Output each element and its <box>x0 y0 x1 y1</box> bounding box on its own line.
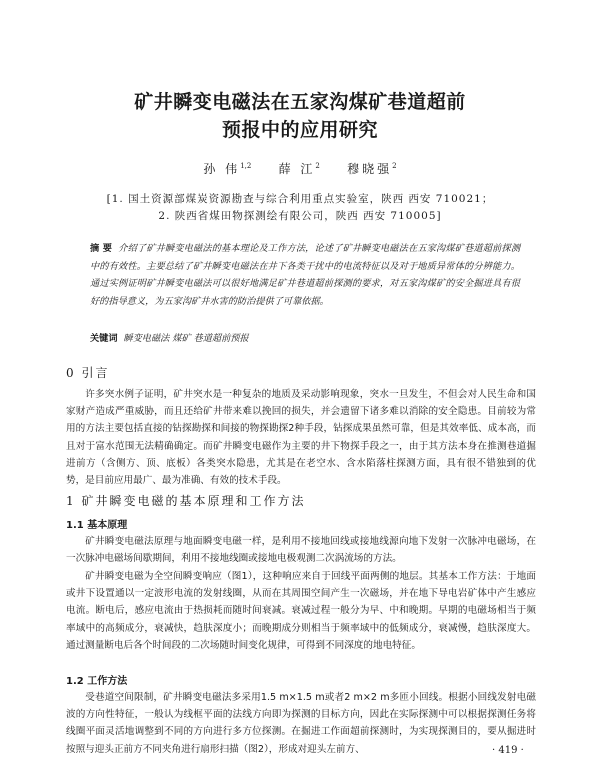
abstract-block <box>90 240 520 310</box>
paper-title-line1: 矿井瞬变电磁法在五家沟煤矿巷道超前 <box>134 91 466 113</box>
keywords-block <box>90 330 520 344</box>
affiliation-line2: 2. 陕西省煤田物探测绘有限公司，陕西 西安 710005] <box>158 210 442 222</box>
keywords-label: 关键词 <box>90 333 118 344</box>
section-heading-intro: 0 引言 <box>66 366 110 380</box>
author-name: 穆晓强 <box>347 162 393 176</box>
author-list <box>0 160 600 177</box>
author-name: 孙 伟 <box>203 162 241 176</box>
page-number: · 419 · <box>492 745 524 756</box>
subsection-heading-work-method: 1.2 工作方法 <box>66 676 128 687</box>
author-affil-mark: 1,2 <box>240 162 252 170</box>
author-affil-mark: 2 <box>315 162 320 170</box>
abstract-label: 摘 要 <box>90 243 113 254</box>
section-heading-principle: 1 矿井瞬变电磁的基本原理和工作方法 <box>66 494 306 508</box>
intro-paragraph: 许多突水例子证明，矿井突水是一种复杂的地质及采动影响现象，突水一旦发生，不但会对人民生命和国家财产造成严重威胁，而且还给矿井带来难以挽回的损失，并会遗留下诸多难以消除的安全隐患。目前较为常用的方法主要包括直接的钻探勘探和间接的物探勘探2种手段，钻探成果虽然可靠，但是其效率低、成本高，而且对于富水范围无法精确确定。而矿井瞬变电磁作为主要的井下物探手段之一，由于其方法本身在推测巷道掘进前方（含侧方、顶、底板）各类突水隐患，尤其是在老空水、含水陷落柱探测方面，具有很不错独到的优势，是目前应用最广、最为准确、有效的技术手段。 <box>66 389 536 487</box>
abstract-text: 介绍了矿井瞬变电磁法的基本理论及工作方法，论述了矿井瞬变电磁法在五家沟煤矿巷道超前探测中的有效性。主要总结了矿井瞬变电磁法在井下各类干扰中的电流特征以及对于地质异常体的分辨能力。通过实例证明矿井瞬变电磁法可以很好地满足矿井巷道超前探测的要求，对五家沟煤矿的安全掘进具有很好的指导意义，为五家沟矿井水害的防治提供了可靠依据。 <box>90 243 521 307</box>
keywords-text: 瞬变电磁法 煤矿 巷道超前预报 <box>123 333 249 344</box>
author-name: 薛 江 <box>278 162 316 176</box>
subsection-heading-basic-principle: 1.1 基本原理 <box>66 520 128 531</box>
principle-paragraph-1: 矿井瞬变电磁法原理与地面瞬变电磁一样，是利用不接地回线或接地线源向地下发射一次脉冲电磁场，在一次脉冲电磁场间歇期间，利用不接地线圈或接地电极观测二次涡流场的方法。 <box>66 536 536 565</box>
method-paragraph-1: 受巷道空间限制，矿井瞬变电磁法多采用1.5 m×1.5 m或者2 m×2 m多匝小回线。根据小回线发射电磁波的方向性特征，一般认为线框平面的法线方向即为探测的目标方向，因此在实际探测中可以根据探测任务将线圈平面灵活地调整到不同的方向进行多方位探测。在掘进工作面超前探测时，为实现探测目的，要从掘进时按照与迎头正前方不同夹角进行扇形扫描（图2），形成对迎头左前方、 <box>66 692 536 755</box>
affiliation-line1: [1. 国土资源部煤炭资源勘查与综合利用重点实验室，陕西 西安 710021； <box>106 193 494 205</box>
author-affil-mark: 2 <box>392 162 397 170</box>
principle-paragraph-2: 矿井瞬变电磁为全空间瞬变响应（图1），这种响应来自于回线平面两侧的地层。其基本工作方法：于地面或井下设置通以一定波形电流的发射线圈，从而在其周围空间产生一次磁场，并在地下导电岩矿体中产生感应电流。断电后，感应电流由于热损耗而随时间衰减。衰减过程一般分为早、中和晚期。早期的电磁场相当于频率域中的高频成分，衰减快，趋肤深度小；而晚期成分则相当于频率域中的低频成分，衰减慢，趋肤深度大。通过测量断电后各个时间段的二次场随时间变化规律，可得到不同深度的地电特征。 <box>66 571 536 651</box>
paper-title-line2: 预报中的应用研究 <box>221 119 378 141</box>
